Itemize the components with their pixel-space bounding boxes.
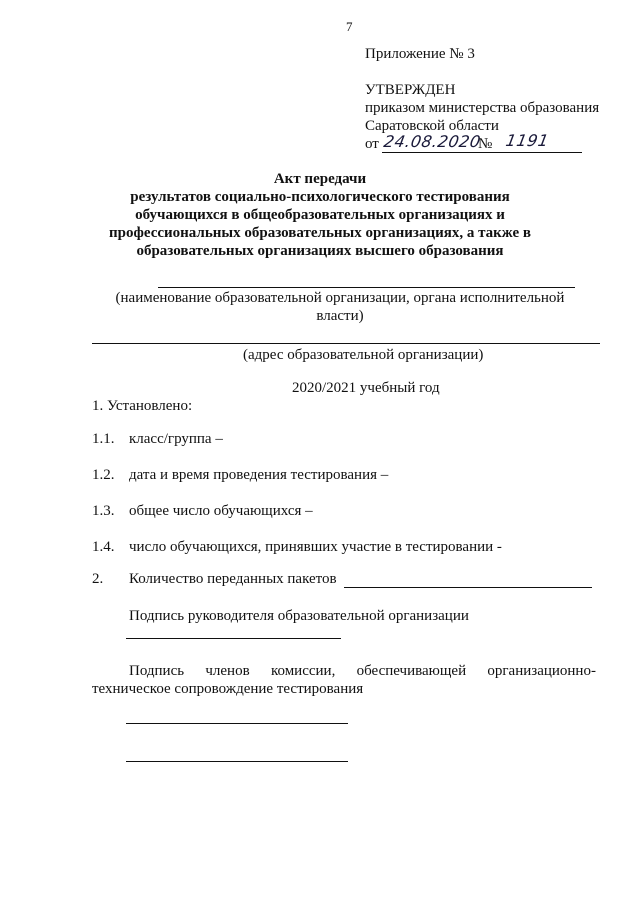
item-participants: число обучающихся, принявших участие в тестировании - (129, 539, 502, 555)
address-caption: (адрес образовательной организации) (243, 347, 484, 363)
commission-word-4: обеспечивающей (356, 663, 467, 679)
head-signature-label: Подпись руководителя образовательной организации (129, 608, 469, 624)
item-number-1-3: 1.3. (92, 503, 115, 519)
commission-word-2: членов (205, 663, 250, 679)
title-line-5: образовательных организациях высшего образования (136, 243, 504, 259)
commission-signature-text-line2: техническое сопровождение тестирования (92, 681, 364, 697)
commission-signature-line-1[interactable] (126, 723, 348, 724)
commission-word-5: организационно- (487, 663, 596, 679)
item-class-group: класс/группа – (129, 431, 223, 447)
title-line-4: профессиональных образовательных организациях, а также в (109, 225, 531, 241)
approval-number-handwritten: 1191 (504, 131, 551, 150)
address-field-line[interactable] (92, 343, 600, 344)
approval-order-line2: Саратовской области (365, 118, 499, 134)
item-test-datetime: дата и время проведения тестирования – (129, 467, 389, 483)
org-name-caption-line2: власти) (316, 308, 364, 324)
academic-year: 2020/2021 учебный год (292, 380, 440, 396)
commission-word-3: комиссии, (270, 663, 336, 679)
item-number-1-4: 1.4. (92, 539, 115, 555)
title-line-2: результатов социально-психологического тестирования (130, 189, 510, 205)
item-number-2: 2. (92, 571, 104, 587)
head-signature-line[interactable] (126, 638, 341, 639)
appendix-label: Приложение № 3 (365, 46, 475, 62)
org-name-caption: (наименование образовательной организации, органа исполнительной (115, 290, 565, 306)
approval-date-handwritten: 24.08.2020 (382, 132, 483, 151)
approval-from-prefix: от (365, 136, 379, 152)
approved-label: УТВЕРЖДЕН (365, 82, 456, 98)
section-established: 1. Установлено: (92, 398, 193, 414)
item-number-1-1: 1.1. (92, 431, 115, 447)
packages-count-field-line[interactable] (344, 587, 592, 588)
commission-word-1: Подпись (129, 663, 185, 679)
org-name-field-line[interactable] (158, 287, 575, 288)
approval-order-line1: приказом министерства образования (365, 100, 600, 116)
page-number: 7 (346, 19, 353, 34)
title-line-3: обучающихся в общеобразовательных организациях и (135, 207, 505, 223)
document-title: Акт передачи (273, 171, 367, 187)
commission-signature-text (129, 662, 596, 680)
item-number-1-2: 1.2. (92, 467, 115, 483)
commission-signature-line-2[interactable] (126, 761, 348, 762)
item-total-students: общее число обучающихся – (129, 503, 313, 519)
approval-number-sign: № (478, 136, 493, 152)
item-packages-count: Количество переданных пакетов (129, 571, 337, 587)
approval-signature-line (382, 152, 582, 153)
